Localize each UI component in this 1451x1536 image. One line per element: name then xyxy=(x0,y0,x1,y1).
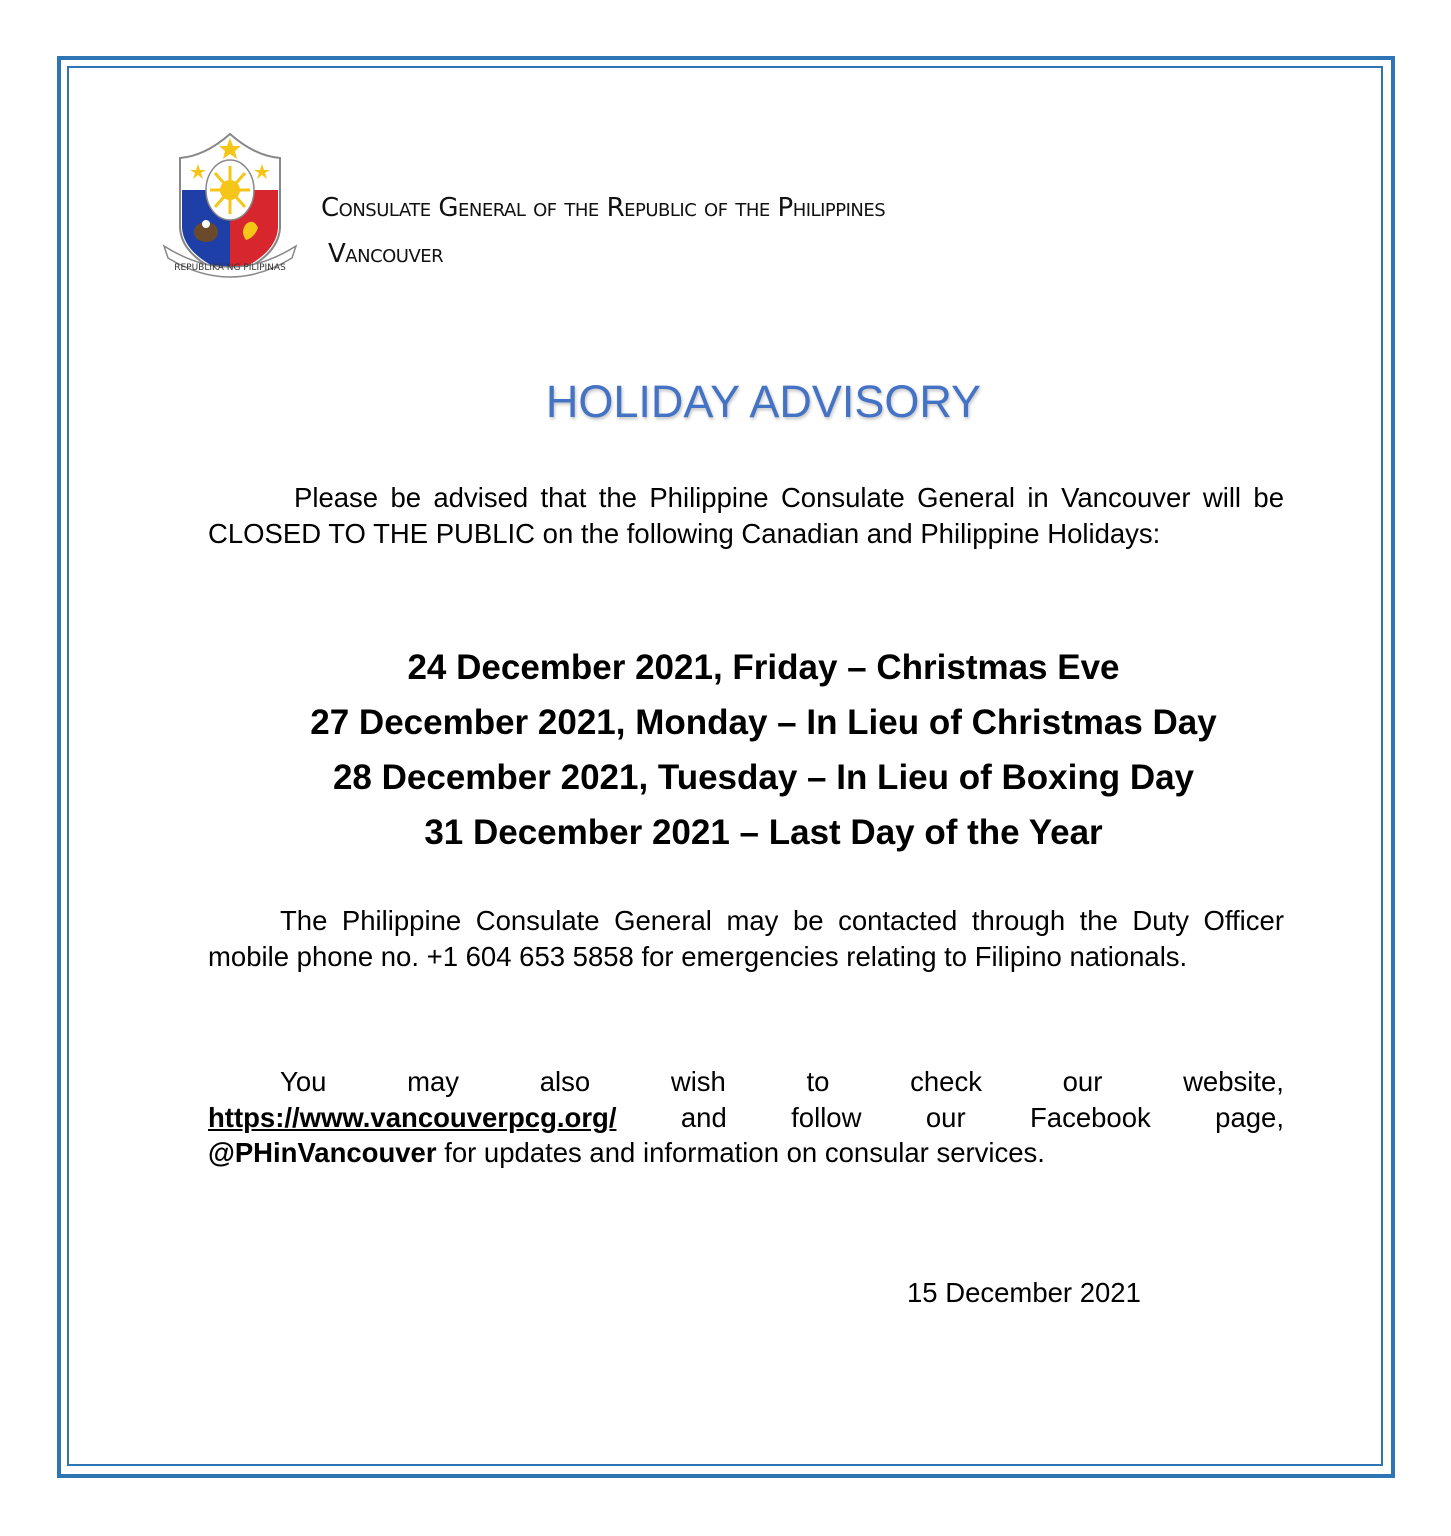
website-line-2 xyxy=(208,1100,1284,1136)
philippine-coat-of-arms-icon xyxy=(160,128,300,280)
holiday-item: 27 December 2021, Monday – In Lieu of Christmas Day xyxy=(310,703,1217,742)
website-line-3 xyxy=(208,1135,1284,1171)
holiday-item: 28 December 2021, Tuesday – In Lieu of Boxing Day xyxy=(332,758,1195,797)
page-title: HOLIDAY ADVISORY xyxy=(545,376,982,427)
word: You xyxy=(280,1066,327,1097)
facebook-handle[interactable]: @PHinVancouver xyxy=(208,1137,437,1168)
website-rest-text: for updates and information on consular services. xyxy=(436,1137,1045,1168)
word: follow xyxy=(791,1101,862,1133)
advisory-date: 15 December 2021 xyxy=(907,1277,1141,1308)
word: and xyxy=(680,1101,727,1133)
word: website, xyxy=(1183,1066,1284,1097)
word: also xyxy=(539,1066,591,1097)
holiday-list xyxy=(38,640,1451,860)
organization-name: Consulate General of the Republic of the Philippines xyxy=(321,193,886,223)
word: page, xyxy=(1215,1101,1284,1133)
word: check xyxy=(910,1066,982,1097)
website-link[interactable]: https://www.vancouverpcg.org/ xyxy=(208,1101,617,1133)
word: may xyxy=(407,1066,460,1097)
svg-text:REPUBLIKA NG PILIPINAS: REPUBLIKA NG PILIPINAS xyxy=(174,263,286,273)
letterhead-organization xyxy=(321,185,885,277)
holiday-item: 24 December 2021, Friday – Christmas Eve xyxy=(407,648,1120,687)
website-paragraph xyxy=(208,1064,1284,1171)
intro-paragraph xyxy=(208,480,1284,551)
word: wish xyxy=(670,1066,726,1097)
word: our xyxy=(925,1101,966,1133)
organization-city: Vancouver xyxy=(328,239,444,269)
intro-text: Please be advised that the Philippine Consulate General in Vancouver will be CLOSED TO THE PUBLIC on the following Canadian and Philippine Holidays: xyxy=(208,482,1284,549)
word: to xyxy=(806,1066,830,1097)
holiday-item: 31 December 2021 – Last Day of the Year xyxy=(424,813,1103,852)
word: Facebook xyxy=(1030,1101,1151,1133)
website-line-1 xyxy=(208,1064,1284,1100)
contact-text: The Philippine Consulate General may be contacted through the Duty Officer mobile phone no. +1 604 653 5858 for emergencies relating to Filipino nationals. xyxy=(208,905,1284,972)
contact-paragraph xyxy=(208,903,1284,974)
word: our xyxy=(1062,1066,1103,1097)
